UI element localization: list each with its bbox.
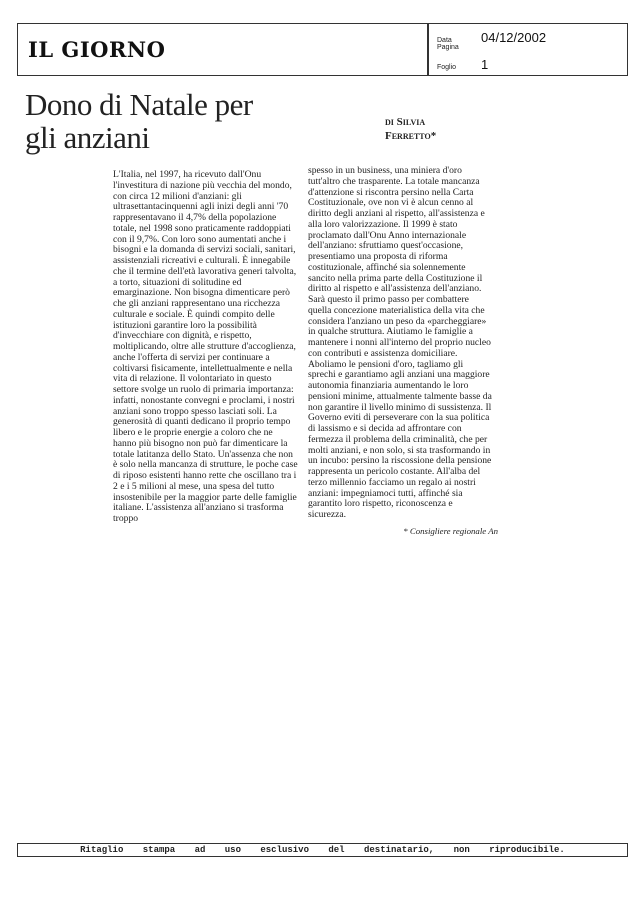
masthead-box bbox=[17, 23, 428, 76]
article-byline bbox=[385, 115, 485, 143]
article-column-2: spesso in un business, una miniera d'oro tutt'altro che trasparente. La totale mancanza d'attenzione si riscontra persino nella Carta Costituzionale, ove non vi è alcun cenno al diritto degli anziani al rispetto, all'assistenza e alla loro valorizzazione. Il 1999 è stato proclamato dall'Onu Anno internazionale dell'anziano: sfruttiamo quest'occasione, presentiamo una proposta di riforma costituzionale, affinché sia solennemente sancito nella prima parte della Costituzione il diritto al rispetto e all'assistenza dell'anziano. Sarà questo il primo passo per combattere quella concezione materialistica della vita che considera l'anziano un peso da «parcheggiare» in qualche struttura. Aiutiamo le famiglie a mantenere i nonni all'interno del proprio nucleo con contributi e assistenza domiciliare. Aboliamo le pensioni d'oro, tagliamo gli sprechi e garantiamo agli anziani una maggiore autonomia finanziaria aumentando le loro pensioni minime, attualmente talmente basse da non garantire il livello minimo di sussistenza. Il Governo eviti di perseverare con la sua politica di lassismo e si decida ad affrontare con fermezza il problema della criminalità, che per molti anziani, e non solo, si sta trasformando in un incubo: persino la riscossione della pensione rappresenta un pericolo costante. All'alba del terzo millennio facciamo un regalo ai nostri anziani: impegniamoci tutti, affinché sia garantito loro rispetto, riconoscenza e sicurezza. bbox=[308, 165, 492, 520]
meta-sheet-label: Foglio bbox=[437, 64, 457, 71]
byline-line-1: di Silvia bbox=[385, 116, 426, 128]
meta-date-label: Data bbox=[437, 37, 452, 44]
article-footnote: * Consigliere regionale An bbox=[403, 526, 498, 536]
meta-sheet-row bbox=[437, 57, 488, 72]
footer-disclaimer: Ritaglio stampa ad uso esclusivo del destinatario, non riproducibile. bbox=[17, 843, 628, 857]
byline-line-2: Ferretto* bbox=[385, 130, 437, 142]
article-headline: Dono di Natale per gli anziani bbox=[25, 87, 253, 155]
meta-sheet-value: 1 bbox=[481, 57, 489, 72]
meta-date-value: 04/12/2002 bbox=[481, 30, 547, 45]
meta-date-row bbox=[437, 30, 546, 45]
newspaper-logo: IL GIORNO bbox=[28, 37, 166, 62]
article-column-1: L'Italia, nel 1997, ha ricevuto dall'Onu l'investitura di nazione più vecchia del mondo, con circa 12 milioni d'anziani: gli ultrasettantacinquenni agli inizi degli anni '70 rappresentavano il 4,7% della popolazione totale, nel 1998 sono praticamente raddoppiati con il 9,7%. Con loro sono aumentati anche i bisogni e la domanda di servizi sociali, sanitari, assistenziali ricreativi e culturali. È innegabile che il termine dell'età lavorativa generi talvolta, a torto, situazioni di solitudine ed emarginazione. Non bisogna dimenticare però che gli anziani rappresentano una ricchezza culturale e sociale. È quindi compito delle istituzioni garantire loro la possibilità d'invecchiare con dignità, e rispetto, moltiplicando, oltre alle strutture d'accoglienza, anche l'offerta di servizi per continuare a coltivarsi fisicamente, intellettualmente e nella vita di relazione. Il volontariato in questo settore svolge un ruolo di primaria importanza: infatti, nonostante convegni e proclami, i nostri anziani sono troppo spesso lasciati soli. La generosità di quanti dedicano il proprio tempo libero e le proprie energie a coloro che ne hanno più bisogno non può far dimenticare la totale latitanza dello Stato. Un'assenza che non è solo nella mancanza di strutture, le poche case di riposo esistenti hanno rette che oscillano tra i 2 e i 5 milioni al mese, una spesa del tutto insostenibile per la maggior parte delle famiglie italiane. L'assistenza all'anziano si trasforma troppo bbox=[113, 169, 298, 524]
meta-box bbox=[428, 23, 628, 76]
meta-page-label: Pagina bbox=[437, 44, 459, 51]
meta-page-row bbox=[437, 44, 481, 51]
